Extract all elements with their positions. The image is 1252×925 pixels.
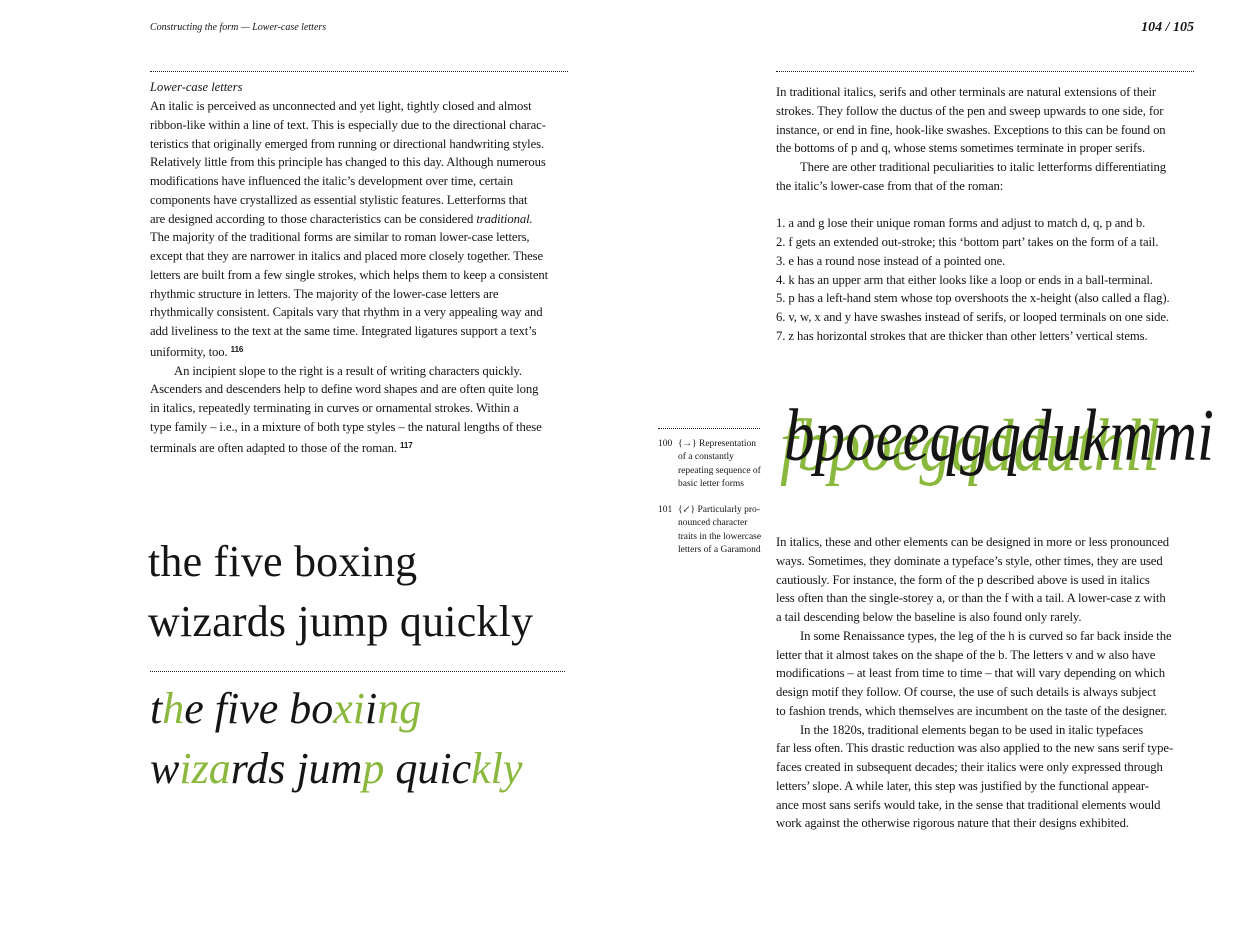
right-para-4-cont (776, 646, 1216, 721)
line: teristics that originally emerged from running or directional handwriting styles. (150, 136, 545, 151)
line: In italics, these and other elements can be designed in more or less pronounced (776, 535, 1170, 549)
highlighted-letters: ng (377, 684, 422, 733)
line: modifications – at least from time to time – that will vary depending on which (776, 666, 1165, 681)
left-para-2-cont (150, 380, 590, 457)
list-item: 3. e has a round nose instead of a pointed one. (776, 253, 1006, 268)
left-para-1 (150, 97, 590, 362)
sample-letters: rds jum (230, 744, 363, 793)
line: ways. Sometimes, they dominate a typeface’s style, other times, they are used (776, 553, 1163, 568)
rule-captions (658, 428, 760, 429)
line: ance most sans serifs would take, in the sense that traditional elements would (776, 797, 1161, 812)
line: to fashion trends, which themselves are incumbent on the taste of the designer. (776, 703, 1167, 718)
caption-100 (658, 438, 768, 493)
highlighted-letters: p (362, 744, 385, 793)
line: Relatively little from this principle has changed to this day. Although numerous (150, 155, 546, 170)
left-body-text (150, 97, 590, 457)
line: In traditional italics, serifs and other terminals are natural extensions of their (776, 85, 1157, 99)
italic-sample (150, 679, 522, 799)
traits-list (776, 214, 1216, 345)
line: In some Renaissance types, the leg of the h is curved so far back inside the (800, 628, 1172, 643)
black-glyph-row: bpoeeqgqdukmmi (784, 395, 1214, 477)
caption-text: {↙} Particularly pro-nounced character traits in the lowercase letters of a Garamond (678, 505, 762, 555)
right-body-text-top (776, 83, 1216, 346)
line: letter that it almost takes on the shape of the b. The letters v and w also have (776, 647, 1156, 662)
line: An italic is perceived as unconnected and yet light, tightly closed and almost (150, 99, 532, 113)
caption-text: {→} Representation of a constantly repeating sequence of basic letter forms (678, 439, 761, 489)
right-body-text-bottom (776, 533, 1216, 833)
glyph-overlay-svg (778, 388, 1218, 488)
list-item: 1. a and g lose their unique roman forms and adjust to match d, q, p and b. (776, 216, 1146, 231)
line: strokes. They follow the ductus of the pen and sweep upwards to one side, for (776, 103, 1164, 118)
page-folio: 104 / 105 (1141, 20, 1194, 35)
line: modifications have influenced the italic’s development over time, certain (150, 174, 513, 188)
right-para-1 (776, 83, 1216, 158)
footnote-ref[interactable]: 116 (230, 344, 244, 354)
line: cautiously. For instance, the form of the p described above is used in italics (776, 572, 1150, 587)
line: work against the otherwise rigorous nature that their designs exhibited. (776, 816, 1129, 831)
line: far less often. This drastic reduction was also applied to the new sans serif type- (776, 741, 1174, 756)
caption-number: 101 (658, 505, 673, 515)
list-item: 2. f gets an extended out-stroke; this ‘bottom part’ takes on the form of a tail. (776, 235, 1159, 249)
sample-letters: w (150, 744, 180, 793)
section-subheading: Lower-case letters (150, 80, 243, 94)
line: There are other traditional peculiarities to italic letterforms differentiating (800, 160, 1166, 174)
line: the italic’s lower-case from that of the roman: (776, 178, 1004, 193)
line: design motif they follow. Of course, the use of such details is always subject (776, 685, 1157, 699)
line: uniformity, too. (150, 344, 228, 359)
highlighted-letters: iza (179, 744, 231, 793)
line: less often than the single-storey a, or than the f with a tail. A lower-case z with (776, 591, 1166, 606)
rule-left-top (150, 71, 568, 72)
sample-letters: e five bo (184, 684, 334, 733)
line: An incipient slope to the right is a result of writing characters quickly. (174, 363, 522, 378)
left-para-2 (150, 362, 590, 381)
roman-sample (148, 532, 533, 652)
line: the bottoms of p and q, whose stems sometimes terminate in proper serifs. (776, 141, 1146, 156)
running-head: Constructing the form — Lower-case letters (150, 22, 327, 33)
highlighted-letters: h (162, 684, 185, 733)
line: except that they are narrower in italics and placed more closely together. These (150, 249, 544, 263)
line: ribbon-like within a line of text. This is especially due to the directional charac- (150, 117, 546, 132)
right-para-2 (776, 158, 1216, 177)
line: type family – i.e., in a mixture of both type styles – the natural lengths of these (150, 419, 542, 434)
sample-letters: i (365, 684, 378, 733)
glyph-overlay-figure (778, 388, 1218, 488)
list-item: 5. p has a left-hand stem whose top overshoots the x-height (also called a flag). (776, 291, 1170, 306)
sample-letters: t (150, 684, 163, 733)
line: terminals are often adapted to those of the roman. (150, 440, 397, 455)
green-glyph-row: fbpoegqdduthll (780, 405, 1160, 487)
line: faces created in subsequent decades; their italics were only expressed through (776, 760, 1163, 774)
right-para-4 (776, 627, 1216, 646)
line: letters are built from a few single strokes, which helps them to keep a consistent (150, 267, 549, 282)
italic-sample-line-2 (150, 739, 522, 799)
sample-letters: quic (384, 744, 472, 793)
right-para-5 (776, 721, 1216, 740)
italic-sample-line-1 (150, 679, 522, 739)
roman-sample-line: the five boxing (148, 537, 418, 586)
highlighted-letters: xi (333, 684, 366, 733)
list-item: 7. z has horizontal strokes that are thicker than other letters’ vertical stems. (776, 328, 1148, 343)
highlighted-letters: kly (471, 744, 523, 793)
list-item: 4. k has an upper arm that either looks like a loop or ends in a ball-terminal. (776, 272, 1153, 287)
spacer (776, 196, 1216, 215)
line: are designed according to those characteristics can be considered (150, 211, 474, 226)
rule-right-top (776, 71, 1194, 72)
line: The majority of the traditional forms are similar to roman lower-case letters, (150, 230, 530, 245)
list-item: 6. v, w, x and y have swashes instead of serifs, or looped terminals on one side. (776, 310, 1169, 324)
right-para-3 (776, 533, 1216, 627)
line: Ascenders and descenders help to define word shapes and are often quite long (150, 382, 539, 397)
line: in italics, repeatedly terminating in curves or ornamental strokes. Within a (150, 401, 519, 415)
footnote-ref[interactable]: 117 (399, 440, 413, 450)
caption-101 (658, 504, 768, 574)
caption-number: 100 (658, 439, 673, 449)
line: add liveliness to the text at the same time. Integrated ligatures support a text’s (150, 324, 537, 338)
line: rhythmically consistent. Capitals vary that rhythm in a very appealing way and (150, 305, 543, 320)
line: letters’ slope. A while later, this step was justified by the functional appear- (776, 778, 1149, 793)
line: components have crystallized as essential stylistic features. Letterforms that (150, 192, 528, 207)
right-para-2-cont (776, 177, 1216, 196)
line: a tail descending below the baseline is also found only rarely. (776, 610, 1082, 624)
right-para-5-cont (776, 739, 1216, 833)
line: In the 1820s, traditional elements began to be used in italic typefaces (800, 722, 1144, 737)
rule-left-sample (150, 671, 565, 672)
line: instance, or end in fine, hook-like swashes. Exceptions to this can be found on (776, 122, 1166, 137)
italic-term: traditional. (476, 211, 533, 226)
line: rhythmic structure in letters. The majority of the lower-case letters are (150, 286, 499, 301)
roman-sample-line: wizards jump quickly (148, 597, 534, 646)
